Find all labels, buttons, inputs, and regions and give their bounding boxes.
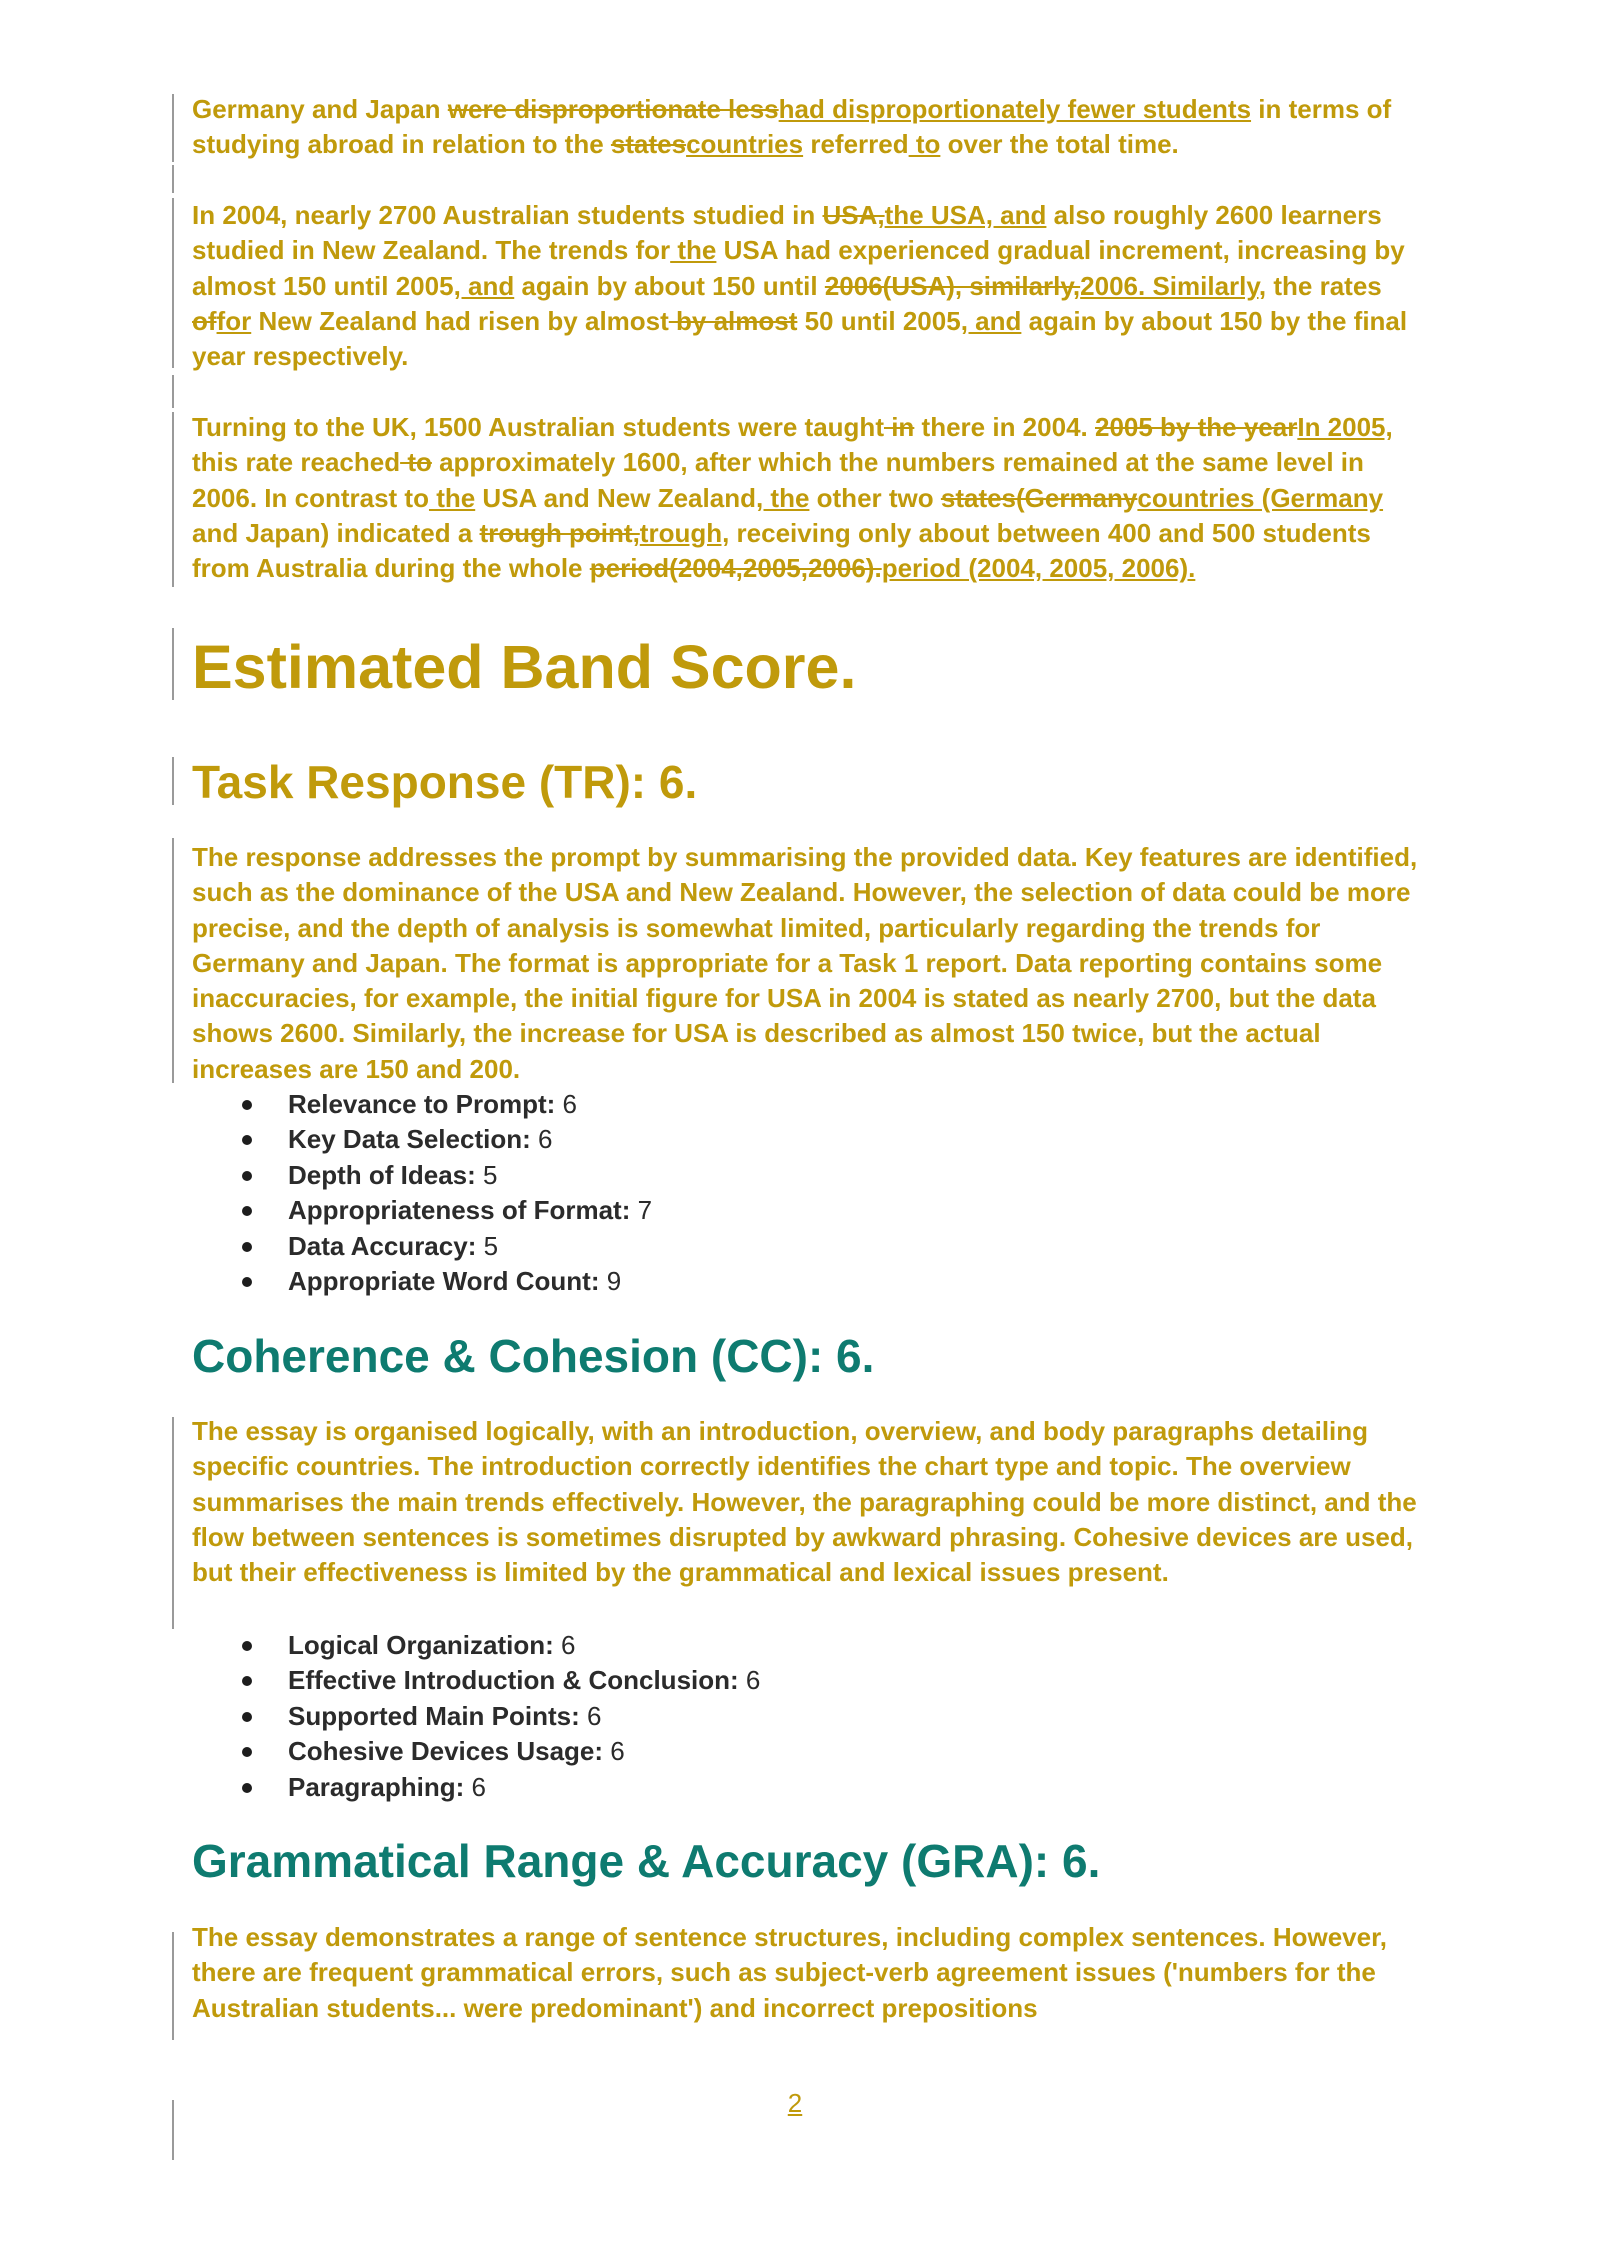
change-bar (172, 94, 174, 162)
inserted-text: for (216, 305, 252, 336)
gra-heading: Grammatical Range & Accuracy (GRA): 6. (192, 1835, 1101, 1887)
text-run: New Zealand had risen by almost (251, 305, 669, 336)
cc-section (192, 1328, 1422, 1384)
inserted-text: In 2005, (1297, 412, 1393, 442)
criterion-label: Key Data Selection: (288, 1124, 531, 1155)
criterion-score: 6 (579, 1700, 602, 1731)
inserted-text: period (2004, 2005, 2006). (881, 553, 1196, 584)
bullet-icon (242, 1206, 252, 1216)
deleted-text: by almost (668, 305, 798, 336)
deleted-text: to (400, 447, 432, 478)
change-bar (172, 375, 174, 408)
tr-heading: Task Response (TR): 6. (192, 756, 698, 808)
deleted-text: 2006(USA), similarly, (824, 270, 1081, 301)
change-bar (172, 165, 174, 193)
bullet-icon (242, 1747, 252, 1757)
revision-text (192, 198, 1422, 374)
criterion-item (192, 1087, 1292, 1122)
gra-text: The essay demonstrates a range of sentence structures, including complex sentences. However, there are frequent grammatical errors, such as subject-verb agreement issues ('numbers for the Australian students... were predominant') and incorrect prepositions (192, 1922, 1387, 2023)
page-number[interactable]: 2 (787, 2088, 803, 2118)
change-bar (172, 2100, 174, 2160)
text-run: also roughly 2600 learners studied in New Zealand. The trends for (192, 200, 1382, 266)
text-run: other two (809, 482, 941, 513)
change-bar (172, 1932, 174, 2040)
criterion-label: Appropriateness of Format: (288, 1195, 631, 1226)
deleted-text: USA, (822, 200, 885, 230)
bullet-icon (242, 1641, 252, 1651)
revision-text (192, 410, 1422, 586)
cc-criteria-list (192, 1628, 1292, 1805)
criterion-score: 5 (475, 1159, 498, 1190)
criterion-label: Relevance to Prompt: (288, 1089, 556, 1119)
text-run: 50 until 2005 (797, 305, 961, 336)
change-bar (172, 757, 174, 805)
criterion-label: Depth of Ideas: (288, 1159, 476, 1190)
inserted-text: countries (686, 129, 804, 160)
change-bar (172, 838, 174, 1083)
criterion-score: 6 (553, 1630, 576, 1660)
tr-section (192, 754, 1422, 810)
inserted-text: , the (755, 482, 810, 513)
text-run: USA had experienced gradual increment, increasing by almost 150 until 2005 (192, 235, 1405, 301)
criterion-item (192, 1770, 1292, 1805)
bullet-icon (242, 1676, 252, 1686)
text-run: approximately 1600, after which the numbers remained at the same level in 2006. In contrast to (192, 447, 1364, 513)
text-run: this rate reached (192, 447, 401, 478)
change-bar (172, 1417, 174, 1629)
bullet-icon (242, 1100, 252, 1110)
inserted-text: had disproportionately fewer students (778, 94, 1252, 124)
band-score-section (192, 632, 1422, 702)
revision-paragraph-3 (192, 410, 1422, 586)
revision-text (192, 92, 1422, 163)
deleted-text: in (883, 412, 915, 442)
cc-text: The essay is organised logically, with an introduction, overview, and body paragraphs detailing specific countries. The introduction correctly identifies the chart type and topic. The overview summarises the main trends effectively. However, the paragraphing could be more distinct, and the flow between sentences is sometimes disrupted by awkward phrasing. Cohesive devices are used, but their effectiveness is limited by the grammatical and lexical issues present. (192, 1416, 1417, 1588)
criterion-score: 5 (476, 1230, 499, 1261)
text-run: Turning to the UK, 1500 Australian students were taught (192, 412, 884, 442)
text-run: referred (803, 129, 909, 160)
criterion-score: 6 (530, 1124, 553, 1155)
tr-text: The response addresses the prompt by summarising the provided data. Key features are identified, such as the dominance of the USA and New Zealand. However, the selection of data could be more precise, and the depth of analysis is somewhat limited, particularly regarding the trends for Germany and Japan. The format is appropriate for a Task 1 report. Data reporting contains some inaccuracies, for example, the initial figure for USA in 2004 is stated as nearly 2700, but the data shows 2600. Similarly, the increase for USA is described as almost 150 twice, but the actual increases are 150 and 200. (192, 842, 1418, 1084)
deleted-text: states (610, 129, 687, 160)
revision-paragraph-2 (192, 198, 1422, 374)
text-run: over the total time. (940, 129, 1179, 160)
bullet-icon (242, 1712, 252, 1722)
criterion-item (192, 1193, 1292, 1228)
revision-paragraph-1 (192, 92, 1422, 163)
gra-body (192, 1920, 1422, 2026)
criterion-label: Cohesive Devices Usage: (288, 1736, 604, 1767)
criterion-score: 6 (603, 1736, 625, 1767)
text-run: In 2004, nearly 2700 Australian students studied in (192, 200, 823, 230)
criterion-label: Effective Introduction & Conclusion: (288, 1665, 739, 1696)
bullet-icon (242, 1171, 252, 1181)
text-run: in terms of studying abroad in relation to the (192, 94, 1392, 160)
criterion-item (192, 1158, 1292, 1193)
deleted-text: trough point, (479, 517, 640, 548)
text-run: there in 2004. (914, 412, 1095, 442)
criterion-label: Logical Organization: (288, 1630, 554, 1660)
criterion-item (192, 1699, 1292, 1734)
criterion-item (192, 1264, 1292, 1299)
text-run: again by about 150 by the final year respectively. (192, 305, 1408, 372)
criterion-score: 6 (555, 1089, 577, 1119)
deleted-text: 2005 by the year (1094, 412, 1298, 442)
page-title: Estimated Band Score. (192, 633, 857, 701)
bullet-icon (242, 1783, 252, 1793)
criterion-item (192, 1734, 1292, 1769)
tr-criteria-list (192, 1087, 1292, 1299)
inserted-text: the USA, and (884, 200, 1047, 230)
cc-body (192, 1414, 1422, 1590)
criterion-score: 7 (630, 1195, 653, 1226)
text-run: the rates (1266, 270, 1382, 301)
criterion-score: 9 (599, 1266, 622, 1297)
criterion-label: Supported Main Points: (288, 1700, 580, 1731)
criterion-label: Appropriate Word Count: (288, 1266, 600, 1297)
change-bar (172, 198, 174, 368)
text-run: again by about 150 until (514, 270, 825, 301)
deleted-text: states(Germany (940, 482, 1138, 513)
inserted-text: the (670, 235, 717, 266)
bullet-icon (242, 1277, 252, 1287)
inserted-text: to (908, 129, 941, 160)
deleted-text: of (192, 305, 217, 336)
inserted-text: the (428, 482, 476, 513)
inserted-text: trough, (639, 517, 730, 548)
text-run: receiving only about between 400 and 500 students from Australia during the whole (192, 517, 1371, 584)
change-bar (172, 628, 174, 700)
gra-section (192, 1833, 1422, 1889)
criterion-label: Paragraphing: (288, 1771, 465, 1802)
criterion-item (192, 1229, 1292, 1264)
criterion-item (192, 1663, 1292, 1698)
criterion-score: 6 (738, 1665, 761, 1696)
criterion-item (192, 1628, 1292, 1663)
deleted-text: were disproportionate less (447, 94, 779, 124)
cc-heading: Coherence & Cohesion (CC): 6. (192, 1330, 875, 1382)
tr-body (192, 840, 1422, 1087)
inserted-text: 2006. Similarly, (1080, 270, 1267, 301)
text-run: and Japan) indicated a (192, 517, 480, 548)
criterion-score: 6 (464, 1771, 486, 1802)
inserted-text: , and (960, 305, 1022, 336)
criterion-item (192, 1122, 1292, 1157)
deleted-text: period(2004,2005,2006). (589, 553, 882, 584)
bullet-icon (242, 1242, 252, 1252)
text-run: USA and New Zealand (475, 482, 756, 513)
criterion-label: Data Accuracy: (288, 1230, 477, 1261)
inserted-text: countries (Germany (1137, 482, 1384, 513)
bullet-icon (242, 1135, 252, 1145)
change-bar (172, 412, 174, 587)
inserted-text: , and (453, 270, 515, 301)
text-run: Germany and Japan (192, 94, 448, 124)
